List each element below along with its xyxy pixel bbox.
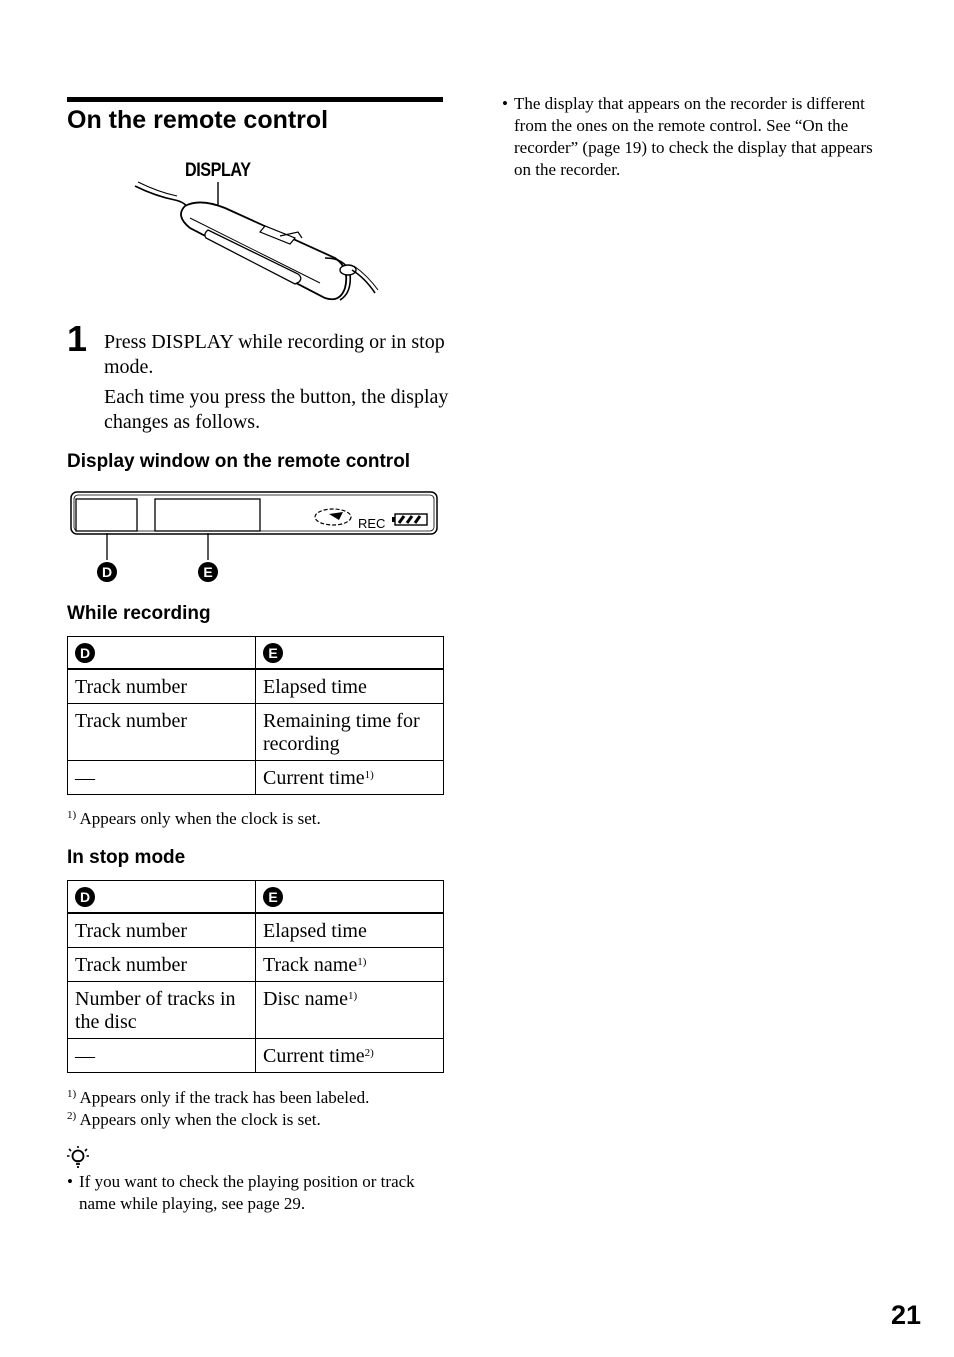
cell-e-text: Track name: [263, 954, 358, 976]
cell-e-text: Disc name: [263, 988, 348, 1010]
cell-e: [256, 913, 444, 948]
footnote-mark: 1): [357, 956, 367, 968]
footnote-text: Appears only when the clock is set.: [79, 809, 321, 828]
lightbulb-icon: [66, 1145, 90, 1171]
hint-text: • If you want to check the playing position or track name while playing, see page 29.: [67, 1171, 437, 1215]
cell-d: Track number: [68, 669, 256, 704]
marker-e: E: [198, 562, 218, 582]
header-cell-d: [68, 637, 256, 670]
table-row: [68, 704, 444, 761]
footnote-mark: 2): [364, 1047, 374, 1059]
table-row: [68, 1039, 444, 1073]
rec-indicator: REC: [358, 516, 386, 531]
cell-d: Number of tracks in the disc: [68, 982, 256, 1039]
cell-e: [256, 948, 444, 982]
section-title: On the remote control: [67, 106, 329, 134]
stop-mode-heading: In stop mode: [67, 847, 186, 868]
header-cell-e: [256, 637, 444, 670]
footnote-text: Appears only if the track has been labeled.: [79, 1088, 370, 1107]
hint-list: [67, 1171, 437, 1215]
table-header-row: [68, 881, 444, 914]
cell-e: [256, 669, 444, 704]
table-row: [68, 761, 444, 795]
marker-d: D: [97, 562, 117, 582]
footnote-text: Appears only when the clock is set.: [79, 1110, 321, 1129]
remote-control-drawing: [130, 158, 390, 308]
section-rule: [67, 97, 443, 102]
cell-d: Track number: [68, 704, 256, 761]
stop-mode-footnote-2: [67, 1109, 321, 1131]
table-row: [68, 913, 444, 948]
display-window-heading: Display window on the remote control: [67, 451, 411, 472]
cell-e-text: Current time: [263, 1045, 365, 1067]
cell-e: [256, 704, 444, 761]
cell-d: —: [68, 1039, 256, 1073]
while-recording-table: [67, 636, 444, 795]
header-cell-e: [256, 881, 444, 914]
step-text-2: Each time you press the button, the display changes as follows.: [104, 386, 449, 433]
table-row: [68, 948, 444, 982]
cell-e-text: Elapsed time: [263, 676, 367, 698]
display-window-drawing: [67, 488, 442, 588]
marker-d: D: [75, 887, 95, 907]
footnote-mark: 2): [67, 1110, 77, 1122]
footnote-mark: 1): [347, 990, 358, 1002]
table-row: [68, 669, 444, 704]
remote-control-illustration: [130, 158, 390, 308]
cell-e-text: Current time: [263, 767, 365, 789]
header-cell-d: [68, 881, 256, 914]
display-window-diagram: [67, 488, 442, 588]
recorder-display-note: [502, 93, 882, 181]
cell-d: —: [68, 761, 256, 795]
footnote-mark: 1): [67, 1088, 77, 1100]
marker-e: E: [263, 887, 283, 907]
table-row: [68, 982, 444, 1039]
while-recording-footnote: [67, 808, 321, 830]
cell-e-text: Remaining time for recording: [263, 710, 420, 755]
cell-e: [256, 761, 444, 795]
stop-mode-footnote-1: [67, 1087, 369, 1109]
cell-e: [256, 1039, 444, 1073]
display-button-label: DISPLAY: [185, 160, 251, 181]
step-text-1: Press DISPLAY while recording or in stop mode.: [104, 331, 445, 378]
marker-e: E: [263, 643, 283, 663]
marker-d: D: [75, 643, 95, 663]
page-number: 21: [890, 1300, 921, 1330]
cell-d: Track number: [68, 913, 256, 948]
cell-d: Track number: [68, 948, 256, 982]
footnote-mark: 1): [67, 809, 77, 821]
table-header-row: [68, 637, 444, 670]
stop-mode-table: [67, 880, 444, 1073]
cell-e: [256, 982, 444, 1039]
step-number: 1: [67, 318, 88, 359]
while-recording-heading: While recording: [67, 603, 211, 624]
note-text: • The display that appears on the recorder is different from the ones on the remote control. See “On the recorder” (page 19) to check the display that appears on the recorder.: [502, 93, 882, 181]
footnote-mark: 1): [364, 769, 374, 781]
cell-e-text: Elapsed time: [263, 920, 367, 942]
